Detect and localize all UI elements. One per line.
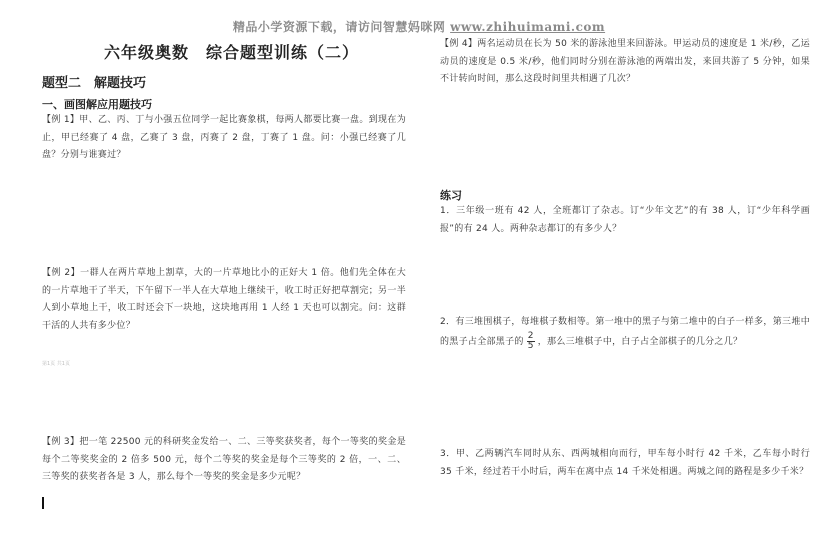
practice-heading: 练习 [440,189,462,202]
watermark-banner [0,18,838,35]
example-2: 【例 2】一群人在两片草地上割草，大的一片草地比小的正好大 1 倍。他们先全体在大的一片草地干了半天，下午留下一半人在大草地上继续干，收工时正好把草割完；另一半人到小草地上干，收工时还会下一块地，这块地再用 1 人经 1 天也可以割完。问：这群干活的人共有多少位？ [42,268,406,331]
watermark-url[interactable]: www.zhihuimami.com [450,20,606,34]
subsection-heading: 一、画图解应用题技巧 [42,98,152,111]
example-3: 【例 3】把一笔 22500 元的科研奖金发给一、二、三等奖获奖者，每个一等奖的奖金是每个二等奖奖金的 2 倍多 500 元，每个二等奖的奖金是每个三等奖的 2 倍，一、二、三等奖的获奖者各是 3 人，那么每个一等奖的奖金是多少元呢？ [42,437,406,482]
practice-item-2-text-before: 2．有三堆围棋子，每堆棋子数相等。第一堆中的黑子与第二堆中的白子一样多，第三堆中的黑子占全部黑子的 [440,317,810,347]
practice-item-2-text-after: ，那么三堆棋子中，白子占全部棋子的几分之几？ [537,337,743,347]
faint-footer-text: 第1页 共1页 [42,361,70,367]
fraction-denominator: 5 [527,341,534,351]
fraction-numerator: 2 [527,331,534,341]
text-cursor [42,497,44,509]
practice-item-1: 1．三年级一班有 42 人，全班都订了杂志。订“少年文艺”的有 38 人，订“少年科学画报”的有 24 人。两种杂志都订的有多少人？ [440,206,810,234]
example-4: 【例 4】两名运动员在长为 50 米的游泳池里来回游泳。甲运动员的速度是 1 米/秒，乙运动员的速度是 0.5 米/秒，他们同时分别在游泳池的两端出发，来回共游了 5 分钟，如果不计转向时间，那么这段时间里共相遇了几次？ [440,39,810,84]
practice-item-3: 3．甲、乙两辆汽车同时从东、西两城相向而行，甲车每小时行 42 千米，乙车每小时行 35 千米，经过若干小时后，两车在离中点 14 千米处相遇。两城之间的路程是多少千米？ [440,449,810,477]
practice-item-2 [440,312,810,352]
page-title: 六年级奥数 综合题型训练（二） [104,43,360,62]
fraction [527,332,535,351]
section-heading: 题型二 解题技巧 [42,76,147,91]
example-1: 【例 1】甲、乙、丙、丁与小强五位同学一起比赛象棋，每两人都要比赛一盘。到现在为止，甲已经赛了 4 盘，乙赛了 3 盘，丙赛了 2 盘，丁赛了 1 盘。问：小强已经赛了几盘？分别与谁赛过？ [42,115,406,160]
watermark-text: 精品小学资源下载，请访问智慧妈咪网 [232,20,446,34]
